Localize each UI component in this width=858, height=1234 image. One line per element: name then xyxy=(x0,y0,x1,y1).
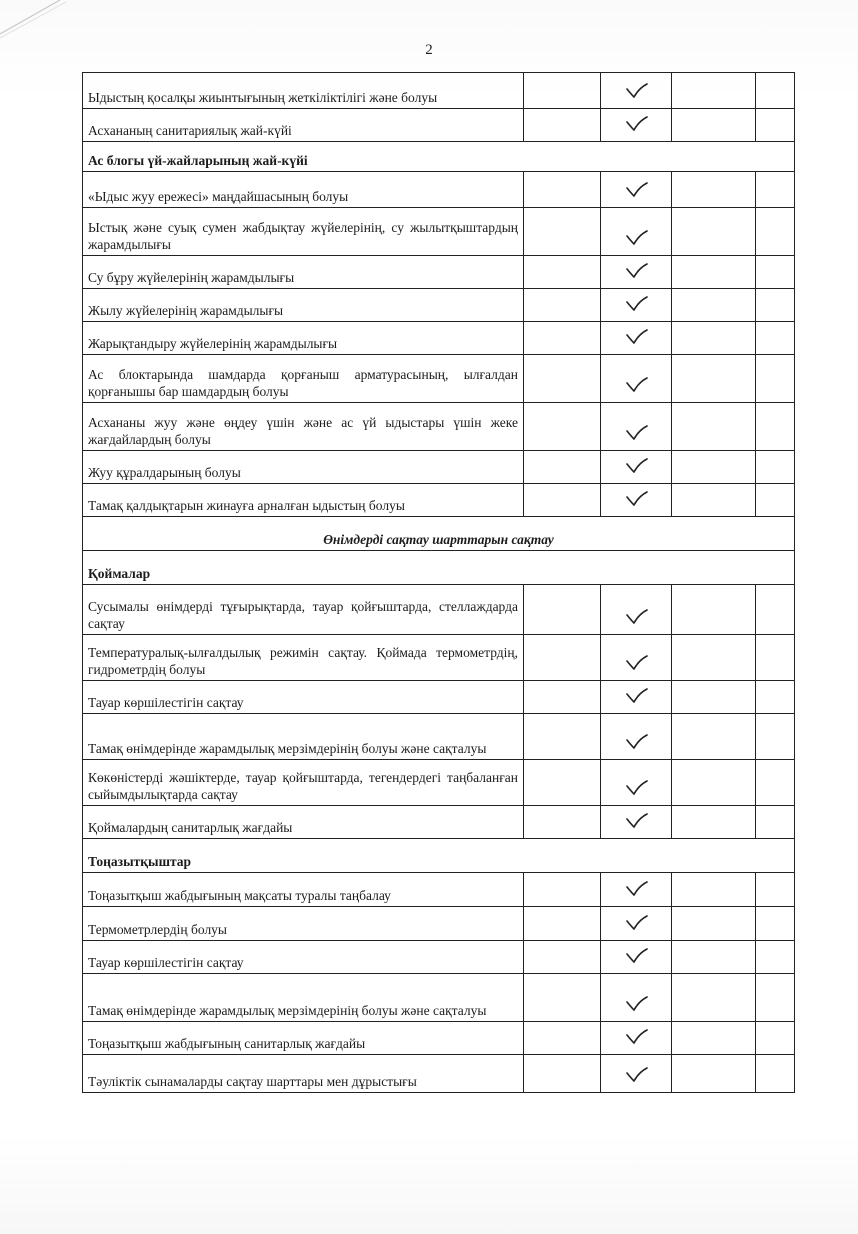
checkmark-icon xyxy=(621,1062,651,1086)
checkmark-icon xyxy=(621,177,651,201)
checkmark-icon xyxy=(621,650,651,674)
table-row xyxy=(83,451,795,484)
empty-cell xyxy=(672,907,756,941)
checkmark-icon xyxy=(621,453,651,477)
check-cell xyxy=(601,355,672,403)
empty-cell xyxy=(524,941,601,974)
table-row xyxy=(83,256,795,289)
empty-cell xyxy=(524,1022,601,1055)
item-text: Тәуліктік сынамаларды сақтау шарттары мен дұрыстығы xyxy=(83,1055,524,1093)
table-row xyxy=(83,941,795,974)
empty-cell xyxy=(524,256,601,289)
check-cell xyxy=(601,109,672,142)
table-row xyxy=(83,974,795,1022)
checkmark-icon xyxy=(621,324,651,348)
item-text: Жарықтандыру жүйелерінің жарамдылығы xyxy=(83,322,524,355)
empty-cell xyxy=(672,635,756,681)
empty-cell xyxy=(672,1022,756,1055)
checkmark-icon xyxy=(621,910,651,934)
check-cell xyxy=(601,256,672,289)
table-row xyxy=(83,714,795,760)
empty-cell xyxy=(524,208,601,256)
item-text: Тоңазытқыш жабдығының санитарлық жағдайы xyxy=(83,1022,524,1055)
checkmark-icon xyxy=(621,991,651,1015)
item-text: Температуралық-ылғалдылық режимін сақтау. Қоймада термометрдің, гидрометрдің болуы xyxy=(83,635,524,681)
empty-cell xyxy=(672,760,756,806)
check-cell xyxy=(601,714,672,760)
table-row xyxy=(83,208,795,256)
section-title: Өнімдерді сақтау шарттарын сақтау xyxy=(83,517,795,551)
empty-cell xyxy=(672,451,756,484)
checkmark-icon xyxy=(621,943,651,967)
item-text: Қоймалардың санитарлық жағдайы xyxy=(83,806,524,839)
empty-cell xyxy=(524,806,601,839)
empty-cell xyxy=(524,1055,601,1093)
empty-cell xyxy=(756,941,795,974)
empty-cell xyxy=(524,484,601,517)
check-cell xyxy=(601,208,672,256)
empty-cell xyxy=(756,1022,795,1055)
empty-cell xyxy=(524,172,601,208)
item-text: Көкөністерді жәшіктерде, тауар қойғыштарда, тегендердегі таңбаланған сыйымдылықтарда сақтау xyxy=(83,760,524,806)
item-text: Термометрлердің болуы xyxy=(83,907,524,941)
check-cell xyxy=(601,451,672,484)
checkmark-icon xyxy=(621,486,651,510)
empty-cell xyxy=(756,585,795,635)
check-cell xyxy=(601,1022,672,1055)
checkmark-icon xyxy=(621,291,651,315)
item-text: Тамақ өнімдерінде жарамдылық мерзімдерінің болуы және сақталуы xyxy=(83,714,524,760)
item-text: Жылу жүйелерінің жарамдылығы xyxy=(83,289,524,322)
empty-cell xyxy=(524,760,601,806)
heading-row xyxy=(83,142,795,172)
empty-cell xyxy=(756,109,795,142)
empty-cell xyxy=(756,1055,795,1093)
empty-cell xyxy=(756,256,795,289)
check-cell xyxy=(601,760,672,806)
empty-cell xyxy=(672,806,756,839)
item-text: Су бұру жүйелерінің жарамдылығы xyxy=(83,256,524,289)
empty-cell xyxy=(524,73,601,109)
empty-cell xyxy=(672,484,756,517)
empty-cell xyxy=(756,322,795,355)
empty-cell xyxy=(756,451,795,484)
empty-cell xyxy=(524,451,601,484)
check-cell xyxy=(601,974,672,1022)
check-cell xyxy=(601,73,672,109)
empty-cell xyxy=(672,403,756,451)
table-row xyxy=(83,635,795,681)
empty-cell xyxy=(756,806,795,839)
empty-cell xyxy=(524,585,601,635)
table-row xyxy=(83,289,795,322)
empty-cell xyxy=(524,714,601,760)
checkmark-icon xyxy=(621,876,651,900)
empty-cell xyxy=(672,73,756,109)
table-row xyxy=(83,403,795,451)
checkmark-icon xyxy=(621,372,651,396)
empty-cell xyxy=(756,760,795,806)
empty-cell xyxy=(756,681,795,714)
empty-cell xyxy=(524,403,601,451)
group-heading: Тоңазытқыштар xyxy=(83,839,795,873)
item-text: Асхананы жуу және өңдеу үшін және ас үй ыдыстары үшін жеке жағдайлардың болуы xyxy=(83,403,524,451)
heading-row xyxy=(83,551,795,585)
check-cell xyxy=(601,403,672,451)
table-row xyxy=(83,585,795,635)
checkmark-icon xyxy=(621,683,651,707)
check-cell xyxy=(601,1055,672,1093)
checkmark-icon xyxy=(621,604,651,628)
table-row xyxy=(83,681,795,714)
table-row xyxy=(83,172,795,208)
checkmark-icon xyxy=(621,1024,651,1048)
empty-cell xyxy=(524,109,601,142)
empty-cell xyxy=(756,635,795,681)
table-row xyxy=(83,1055,795,1093)
empty-cell xyxy=(524,635,601,681)
checkmark-icon xyxy=(621,775,651,799)
empty-cell xyxy=(672,289,756,322)
empty-cell xyxy=(672,172,756,208)
table-row xyxy=(83,109,795,142)
checklist-body xyxy=(83,73,795,1093)
table-row xyxy=(83,873,795,907)
table-row xyxy=(83,760,795,806)
empty-cell xyxy=(672,585,756,635)
check-cell xyxy=(601,484,672,517)
empty-cell xyxy=(672,208,756,256)
empty-cell xyxy=(756,73,795,109)
checkmark-icon xyxy=(621,225,651,249)
table-row xyxy=(83,322,795,355)
empty-cell xyxy=(756,172,795,208)
empty-cell xyxy=(672,974,756,1022)
item-text: Тамақ қалдықтарын жинауға арналған ыдыстың болуы xyxy=(83,484,524,517)
scan-corner-mark xyxy=(0,0,70,40)
checkmark-icon xyxy=(621,808,651,832)
item-text: Тауар көршілестігін сақтау xyxy=(83,941,524,974)
empty-cell xyxy=(672,256,756,289)
checkmark-icon xyxy=(621,111,651,135)
group-heading: Қоймалар xyxy=(83,551,795,585)
table-row xyxy=(83,73,795,109)
group-heading: Ас блогы үй-жайларының жай-күйі xyxy=(83,142,795,172)
empty-cell xyxy=(756,484,795,517)
empty-cell xyxy=(756,403,795,451)
table-row xyxy=(83,484,795,517)
empty-cell xyxy=(524,907,601,941)
table-row xyxy=(83,806,795,839)
empty-cell xyxy=(524,681,601,714)
empty-cell xyxy=(756,907,795,941)
check-cell xyxy=(601,172,672,208)
checkmark-icon xyxy=(621,258,651,282)
empty-cell xyxy=(524,355,601,403)
empty-cell xyxy=(524,873,601,907)
empty-cell xyxy=(524,974,601,1022)
item-text: «Ыдыс жуу ережесі» маңдайшасының болуы xyxy=(83,172,524,208)
item-text: Жуу құралдарының болуы xyxy=(83,451,524,484)
item-text: Ас блоктарында шамдарда қорғаныш арматурасының, ылғалдан қорғанышы бар шамдардың болуы xyxy=(83,355,524,403)
empty-cell xyxy=(756,873,795,907)
check-cell xyxy=(601,635,672,681)
heading-row xyxy=(83,839,795,873)
empty-cell xyxy=(756,355,795,403)
table-row xyxy=(83,907,795,941)
check-cell xyxy=(601,289,672,322)
table-row xyxy=(83,355,795,403)
empty-cell xyxy=(524,322,601,355)
empty-cell xyxy=(756,714,795,760)
table-row xyxy=(83,1022,795,1055)
empty-cell xyxy=(672,1055,756,1093)
empty-cell xyxy=(672,941,756,974)
item-text: Асхананың санитариялық жай-күйі xyxy=(83,109,524,142)
empty-cell xyxy=(524,289,601,322)
page-number: 2 xyxy=(425,42,433,58)
empty-cell xyxy=(756,974,795,1022)
inspection-checklist-table xyxy=(82,72,795,1093)
empty-cell xyxy=(672,322,756,355)
empty-cell xyxy=(756,289,795,322)
check-cell xyxy=(601,322,672,355)
item-text: Ыдыстың қосалқы жиынтығының жеткіліктілігі және болуы xyxy=(83,73,524,109)
check-cell xyxy=(601,585,672,635)
check-cell xyxy=(601,873,672,907)
empty-cell xyxy=(672,109,756,142)
empty-cell xyxy=(672,681,756,714)
section-row xyxy=(83,517,795,551)
check-cell xyxy=(601,907,672,941)
item-text: Тамақ өнімдерінде жарамдылық мерзімдерінің болуы және сақталуы xyxy=(83,974,524,1022)
check-cell xyxy=(601,806,672,839)
empty-cell xyxy=(672,355,756,403)
check-cell xyxy=(601,941,672,974)
checkmark-icon xyxy=(621,78,651,102)
item-text: Тауар көршілестігін сақтау xyxy=(83,681,524,714)
checkmark-icon xyxy=(621,729,651,753)
empty-cell xyxy=(672,873,756,907)
empty-cell xyxy=(756,208,795,256)
item-text: Тоңазытқыш жабдығының мақсаты туралы таңбалау xyxy=(83,873,524,907)
item-text: Сусымалы өнімдерді тұғырықтарда, тауар қойғыштарда, стеллаждарда сақтау xyxy=(83,585,524,635)
item-text: Ыстық және суық сумен жабдықтау жүйелерінің, су жылытқыштардың жарамдылығы xyxy=(83,208,524,256)
checkmark-icon xyxy=(621,420,651,444)
check-cell xyxy=(601,681,672,714)
empty-cell xyxy=(672,714,756,760)
